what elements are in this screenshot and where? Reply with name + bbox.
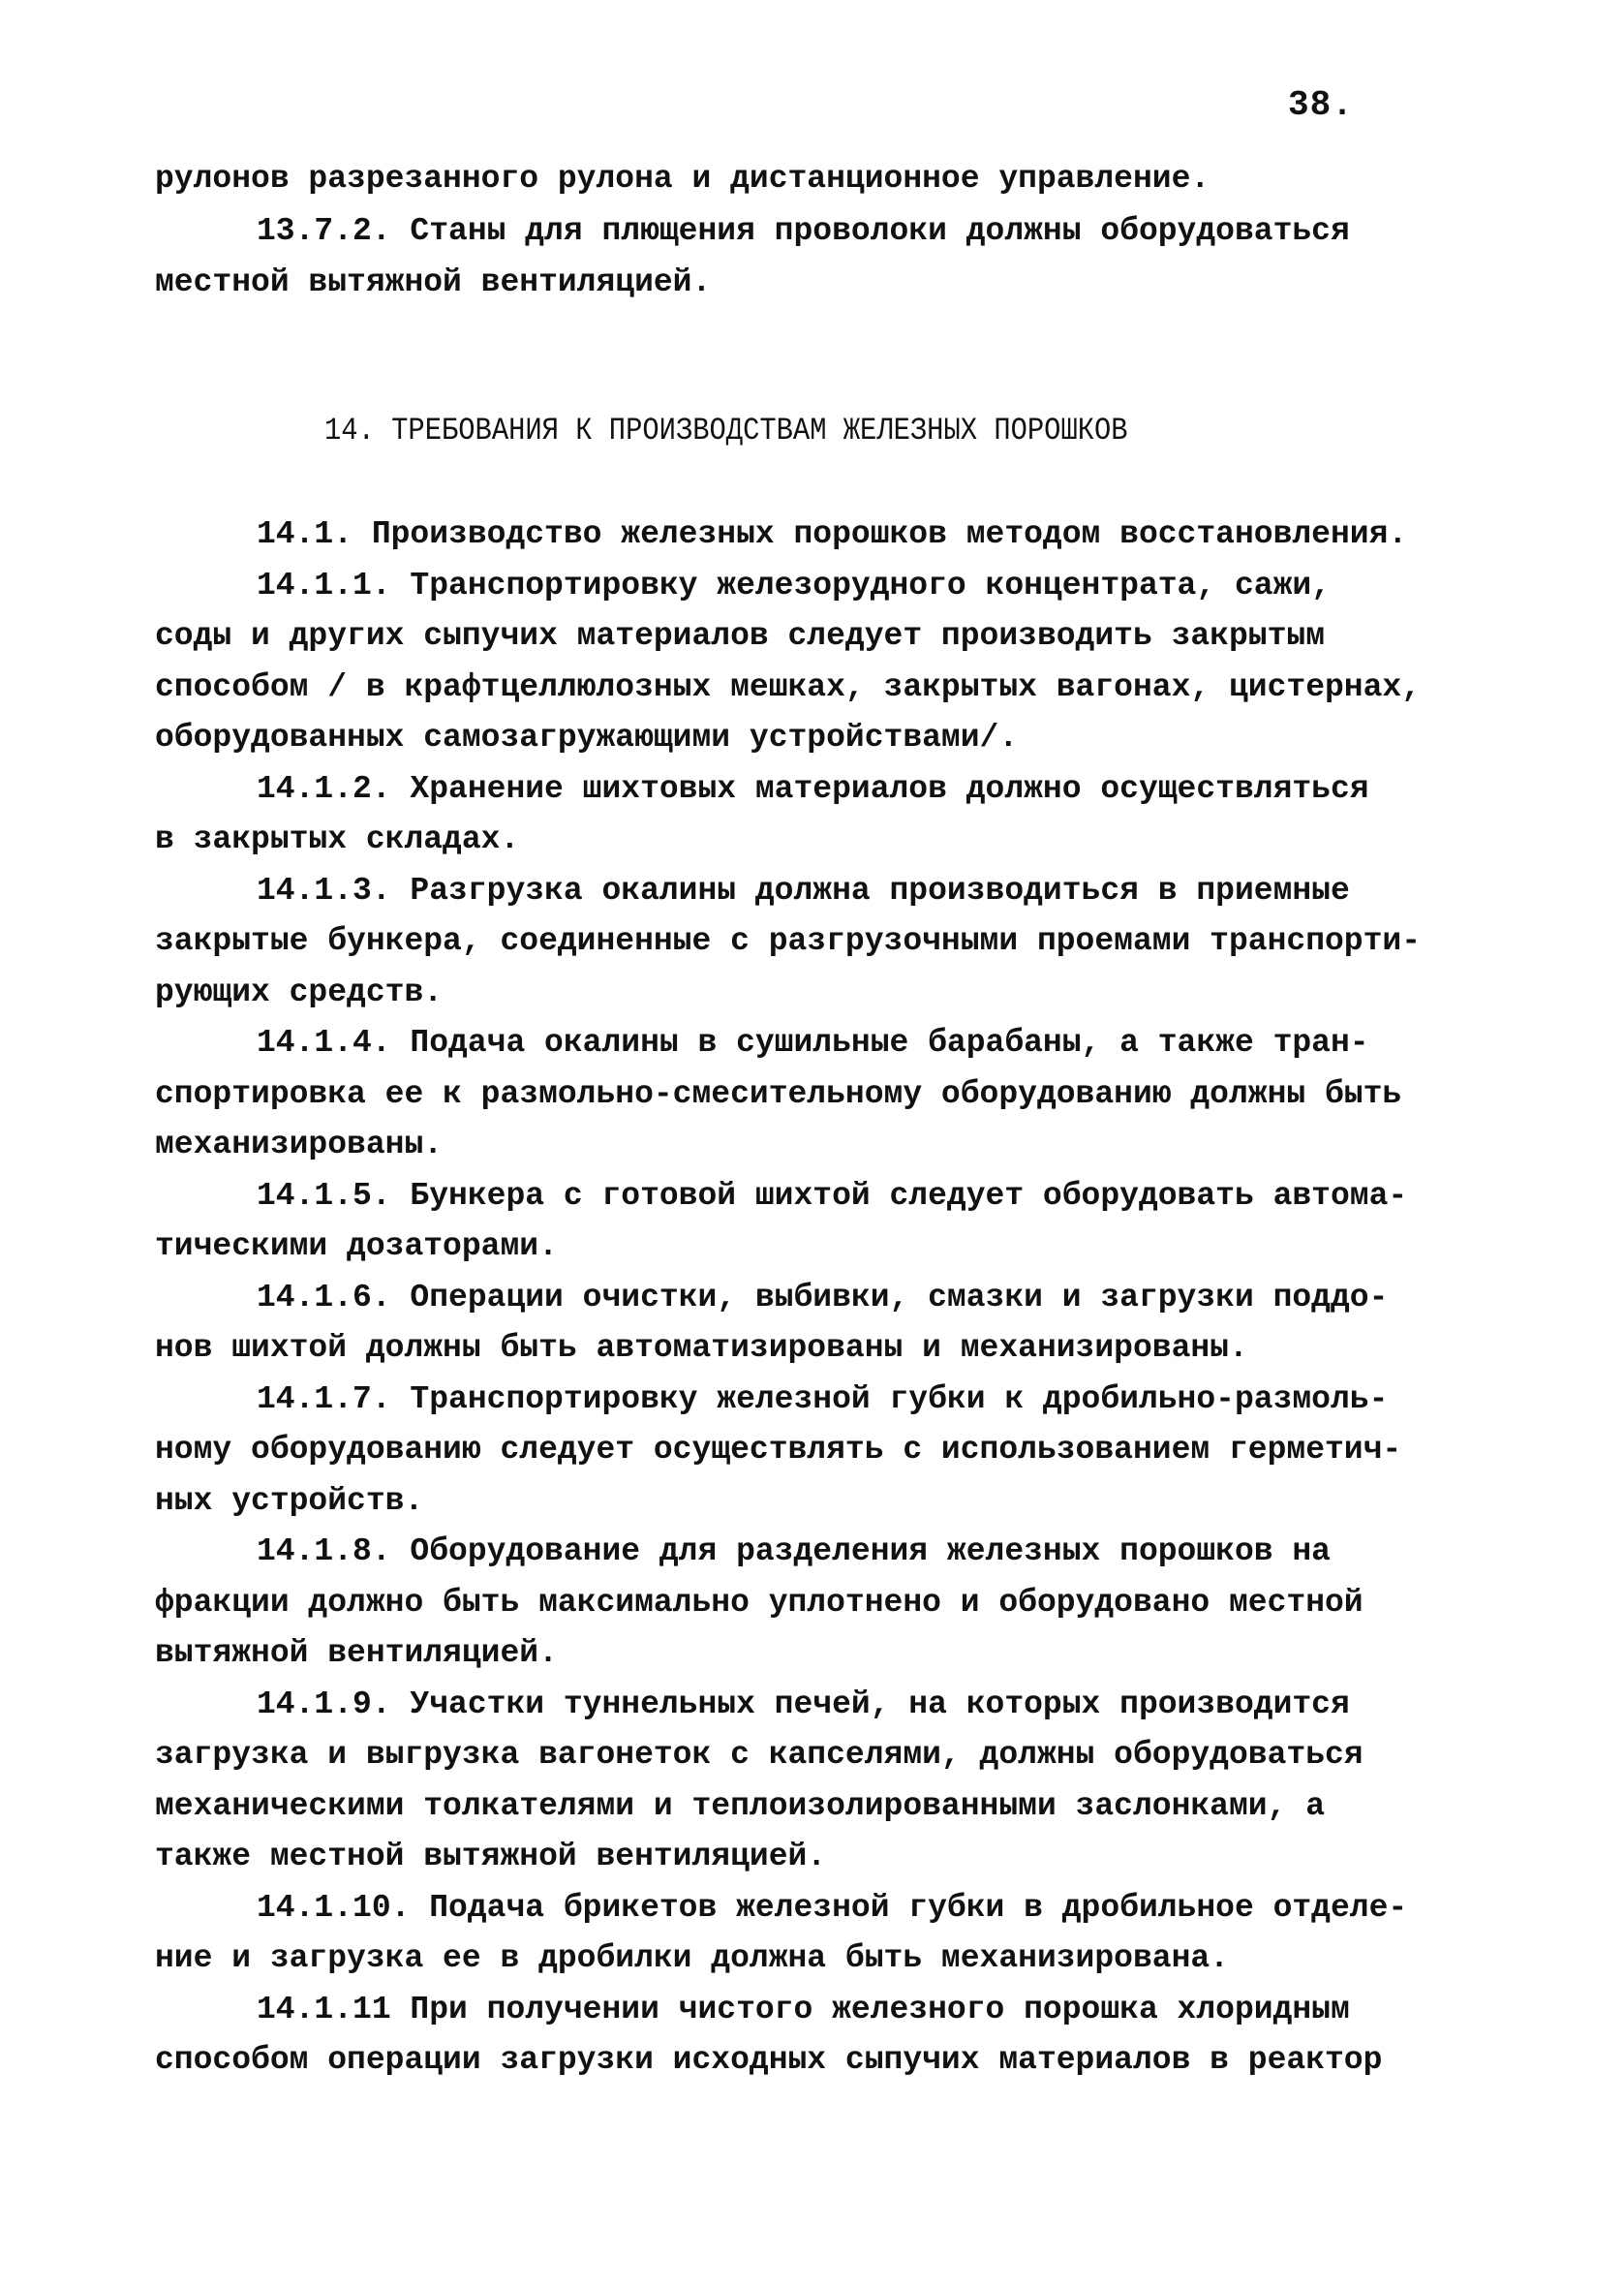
text-line: нов шихтой должны быть автоматизированы и механизированы.: [155, 1330, 1248, 1366]
text-line: 13.7.2. Станы для плющения проволоки должны оборудоваться: [257, 213, 1350, 249]
text-line: соды и других сыпучих материалов следует производить закрытым: [155, 618, 1325, 654]
text-line: ние и загрузка ее в дробилки должна быть механизирована.: [155, 1940, 1229, 1976]
text-line: загрузка и выгрузка вагонеток с капселями, должны оборудоваться: [155, 1737, 1364, 1773]
text-line: 14.1.8. Оборудование для разделения железных порошков на: [257, 1533, 1331, 1569]
text-line: 14.1. Производство железных порошков методом восстановления.: [257, 516, 1408, 552]
text-line: оборудованных самозагружающими устройствами/.: [155, 720, 1019, 756]
text-line: 14.1.1. Транспортировку железорудного концентрата, сажи,: [257, 568, 1331, 603]
text-line: 14.1.10. Подача брикетов железной губки в дробильное отделе-: [257, 1890, 1408, 1926]
text-line: 14.1.9. Участки туннельных печей, на которых производится: [257, 1686, 1350, 1722]
text-line: 14.1.2. Хранение шихтовых материалов должно осуществляться: [257, 771, 1369, 807]
page-number: 38.: [1288, 85, 1354, 125]
text-line: 14.1.7. Транспортировку железной губки к дробильно-размоль-: [257, 1381, 1389, 1417]
text-line: 14.1.5. Бункера с готовой шихтой следует оборудовать автома-: [257, 1178, 1408, 1214]
text-line: способом операции загрузки исходных сыпучих материалов в реактор: [155, 2042, 1383, 2078]
text-line: 14.1.6. Операции очистки, выбивки, смазки и загрузки поддо-: [257, 1280, 1389, 1315]
text-line: рулонов разрезанного рулона и дистанционное управление.: [155, 161, 1210, 197]
text-line: 14.1.3. Разгрузка окалины должна производиться в приемные: [257, 873, 1350, 909]
text-line: в закрытых складах.: [155, 821, 520, 857]
text-line: закрытые бункера, соединенные с разгрузочными проемами транспорти-: [155, 923, 1422, 959]
text-line: способом / в крафтцеллюлозных мешках, закрытых вагонах, цистернах,: [155, 669, 1422, 705]
text-line: местной вытяжной вентиляцией.: [155, 264, 712, 300]
text-line: вытяжной вентиляцией.: [155, 1635, 558, 1671]
text-line: механическими толкателями и теплоизолированными заслонками, а: [155, 1788, 1325, 1824]
text-line: ных устройств.: [155, 1483, 424, 1519]
text-line: механизированы.: [155, 1127, 444, 1162]
text-line: спортировка ее к размольно-смесительному оборудованию должны быть: [155, 1076, 1402, 1112]
text-line: фракции должно быть максимально уплотнено и оборудовано местной: [155, 1585, 1364, 1621]
text-line: 14.1.11 При получении чистого железного порошка хлоридным: [257, 1992, 1350, 2027]
text-line: тическими дозаторами.: [155, 1228, 558, 1264]
text-line: 14.1.4. Подача окалины в сушильные барабаны, а также тран-: [257, 1025, 1369, 1061]
text-line: ному оборудованию следует осуществлять с использованием герметич-: [155, 1432, 1402, 1468]
text-line: также местной вытяжной вентиляцией.: [155, 1839, 827, 1874]
section-heading: 14. ТРЕБОВАНИЯ К ПРОИЗВОДСТВАМ ЖЕЛЕЗНЫХ ПОРОШКОВ: [324, 413, 1128, 449]
text-line: рующих средств.: [155, 974, 444, 1010]
